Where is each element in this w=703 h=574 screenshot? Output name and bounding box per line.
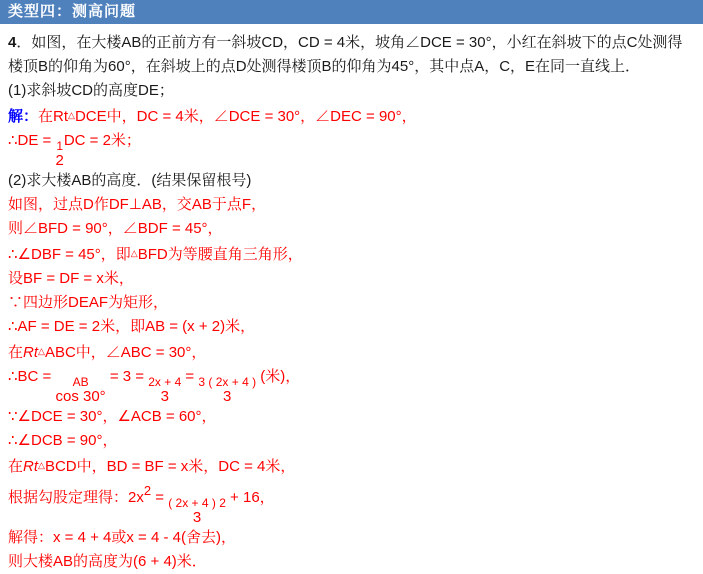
text-segment: 设BF = DF = x米， xyxy=(8,270,134,287)
fraction-denominator: cos 30° xyxy=(55,388,106,405)
text-segment: ∵四边形DEAF为矩形， xyxy=(8,294,169,311)
fraction-numerator: 1 xyxy=(56,139,63,153)
content xyxy=(0,24,703,574)
text-segment: Rt xyxy=(23,344,39,361)
text-segment: Rt xyxy=(23,458,39,475)
text-segment: = xyxy=(151,489,169,506)
text-segment: 则∠BFD = 90°，∠BDF = 45°， xyxy=(8,220,223,237)
text-segment: = 3 = xyxy=(105,368,149,385)
problem-statement xyxy=(8,31,695,79)
text-segment: ∴AF = DE = 2米，即AB = (x + 2)米， xyxy=(8,318,256,335)
text-segment: BCD中，BD = BF = x米，DC = 4米， xyxy=(44,458,296,475)
text-segment: + 16， xyxy=(225,489,275,506)
inline-fraction xyxy=(198,376,256,405)
fraction-denominator: 3 xyxy=(223,388,232,405)
text-segment: ∴BC = xyxy=(8,368,56,385)
fraction-denominator: 2 xyxy=(55,152,64,169)
text-segment: 如图，过点D作DF⊥AB，交AB于点F， xyxy=(8,196,267,213)
fraction-numerator: ( 2x + 4 ) 2 xyxy=(168,496,226,510)
solution-step-bc-formula xyxy=(8,365,695,405)
text-segment: DC = 2米； xyxy=(63,132,141,149)
fraction-numerator: 2x + 4 xyxy=(148,375,182,389)
text-segment: ∴DE = xyxy=(8,132,56,149)
text-segment: ∴∠DCB = 90°， xyxy=(8,432,118,449)
solution-step-rectangle xyxy=(8,291,695,315)
text-segment: 在 xyxy=(8,458,24,475)
text-segment: ．如图，在大楼AB的正前方有一斜坡CD，CD = 4米，坡角∠DCE = 30°，小红在斜坡下的点C处测得楼顶B的仰角为60°，在斜坡上的点D处测得楼顶B的仰角为45°，其中点A，C，E在同一直线上． xyxy=(8,34,683,75)
text-segment: 解得：x = 4 + 4或x = 4 - 4(舍去)， xyxy=(8,529,236,546)
solution-step-rt-dce xyxy=(8,103,695,129)
section-header xyxy=(0,0,703,24)
section-title: 类型四：测高问题 xyxy=(8,3,137,20)
text-segment: = xyxy=(181,368,199,385)
text-segment: BFD为等腰直角三角形， xyxy=(137,246,303,263)
inline-fraction xyxy=(168,497,226,526)
text-segment: 在Rt xyxy=(38,108,69,125)
text-segment: ∴∠DBF = 45°，即 xyxy=(8,246,131,263)
text-segment: 4 xyxy=(8,34,17,51)
text-segment: DCE中，DC = 4米，∠DCE = 30°，∠DEC = 90°， xyxy=(74,108,417,125)
solution-step-solve-x xyxy=(8,526,695,550)
text-segment: △ xyxy=(38,346,45,356)
solution-step-set-x xyxy=(8,267,695,291)
solution-step-dcb xyxy=(8,429,695,453)
text-segment: 则大楼AB的高度为(6 + 4)米． xyxy=(8,553,207,570)
text-segment: 根据勾股定理得：2x xyxy=(8,489,144,506)
solution-step-construction xyxy=(8,193,695,217)
solution-conclusion xyxy=(8,550,695,574)
text-segment: △ xyxy=(130,248,138,258)
solution-step-de xyxy=(8,129,695,169)
text-segment: ∵∠DCE = 30°，∠ACB = 60°， xyxy=(8,408,217,425)
text-segment: 解： xyxy=(8,108,39,125)
text-segment: 2 xyxy=(143,483,152,498)
text-segment: (1)求斜坡CD的高度DE； xyxy=(8,82,174,99)
solution-step-rt-abc xyxy=(8,339,695,365)
text-segment: 在 xyxy=(8,344,24,361)
solution-step-pythagoras xyxy=(8,479,695,526)
inline-fraction xyxy=(55,376,105,405)
fraction-numerator: AB xyxy=(72,375,89,389)
solution-step-isosceles xyxy=(8,241,695,267)
text-segment: △ xyxy=(38,460,45,470)
solution-step-dce-acb xyxy=(8,405,695,429)
question-1 xyxy=(8,79,695,103)
text-segment: (2)求大楼AB的高度．(结果保留根号) xyxy=(8,172,252,189)
fraction-denominator: 3 xyxy=(192,509,202,526)
question-2 xyxy=(8,169,695,193)
fraction-denominator: 3 xyxy=(160,388,169,405)
fraction-numerator: 3 ( 2x + 4 ) xyxy=(198,375,257,389)
text-segment: (米)， xyxy=(256,368,301,385)
inline-fraction xyxy=(148,376,181,405)
text-segment: △ xyxy=(68,110,75,120)
solution-step-rt-bcd xyxy=(8,453,695,479)
solution-step-af-de xyxy=(8,315,695,339)
inline-fraction xyxy=(55,140,63,169)
text-segment: ABC中，∠ABC = 30°， xyxy=(44,344,207,361)
solution-step-angles-bfd xyxy=(8,217,695,241)
